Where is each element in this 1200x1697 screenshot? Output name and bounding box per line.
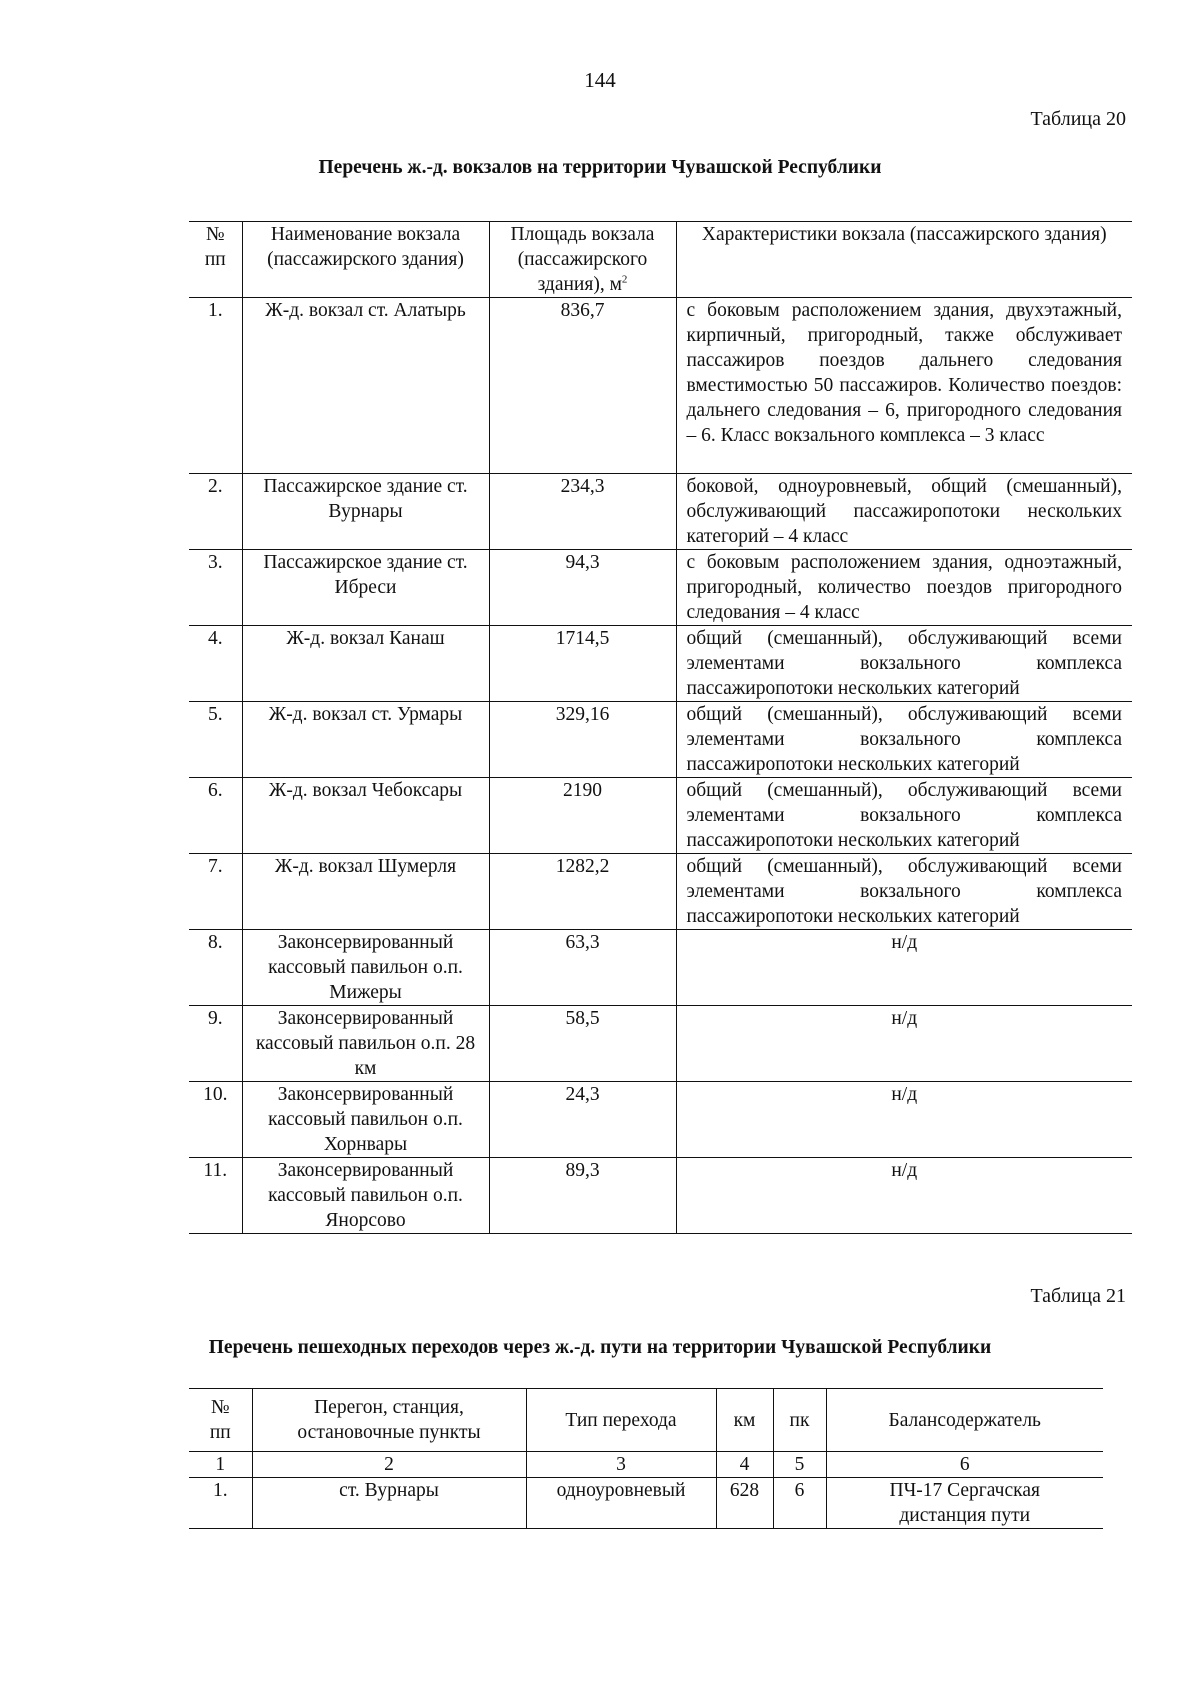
cell-area: 89,3 xyxy=(489,1158,676,1234)
page-number: 144 xyxy=(584,68,616,92)
header-desc: Характеристики вокзала (пассажирского здания) xyxy=(676,222,1132,298)
cell-name: Пассажирское здание ст. Ибреси xyxy=(242,550,489,626)
cell-name: Ж-д. вокзал Чебоксары xyxy=(242,778,489,854)
table-header-row xyxy=(189,222,1132,298)
table-row xyxy=(189,298,1132,474)
cell-name: Ж-д. вокзал Шумерля xyxy=(242,854,489,930)
column-number: 3 xyxy=(526,1452,716,1478)
cell-desc: общий (смешанный), обслуживающий всеми элементами вокзального комплекса пассажиропотоки нескольких категорий xyxy=(676,626,1132,702)
cell-desc: общий (смешанный), обслуживающий всеми элементами вокзального комплекса пассажиропотоки нескольких категорий xyxy=(676,778,1132,854)
header-num: № пп xyxy=(189,1389,252,1452)
header-pk: пк xyxy=(773,1389,826,1452)
cell-desc: с боковым расположением здания, двухэтажный, кирпичный, пригородный, также обслуживает пассажиров поездов дальнего следования вместимостью 50 пассажиров. Количество поездов: дальнего следования – 6, пригородного следования – 6. Класс вокзального комплекса – 3 класс xyxy=(676,298,1132,474)
cell-name: Законсервированный кассовый павильон о.п. 28 км xyxy=(242,1006,489,1082)
cell-holder: ПЧ-17 Сергачская дистанция пути xyxy=(826,1478,1103,1529)
cell-num: 3. xyxy=(189,550,242,626)
cell-area: 234,3 xyxy=(489,474,676,550)
cell-desc: н/д xyxy=(676,1006,1132,1082)
column-number: 6 xyxy=(826,1452,1103,1478)
table-20-title: Перечень ж.-д. вокзалов на территории Чувашской Республики xyxy=(318,157,882,178)
cell-num: 7. xyxy=(189,854,242,930)
cell-area: 94,3 xyxy=(489,550,676,626)
cell-num: 6. xyxy=(189,778,242,854)
table-row xyxy=(189,550,1132,626)
header-area: Площадь вокзала (пассажирского здания), $м^2$ xyxy=(489,222,676,298)
cell-area: 63,3 xyxy=(489,930,676,1006)
header-holder: Балансодержатель xyxy=(826,1389,1103,1452)
table-21-title: Перечень пешеходных переходов через ж.-д. пути на территории Чувашской Республики xyxy=(208,1337,992,1358)
header-km: км xyxy=(716,1389,773,1452)
cell-area: 836,7 xyxy=(489,298,676,474)
column-numbers-row xyxy=(189,1452,1103,1478)
header-section: Перегон, станция, остановочные пункты xyxy=(252,1389,526,1452)
cell-name: Законсервированный кассовый павильон о.п. Хорнвары xyxy=(242,1082,489,1158)
cell-name: Ж-д. вокзал Канаш xyxy=(242,626,489,702)
cell-name: Ж-д. вокзал ст. Алатырь xyxy=(242,298,489,474)
table-row xyxy=(189,1006,1132,1082)
cell-desc: н/д xyxy=(676,1082,1132,1158)
cell-num: 9. xyxy=(189,1006,242,1082)
cell-name: Ж-д. вокзал ст. Урмары xyxy=(242,702,489,778)
cell-num: 5. xyxy=(189,702,242,778)
cell-num: 2. xyxy=(189,474,242,550)
column-number: 5 xyxy=(773,1452,826,1478)
table-row xyxy=(189,854,1132,930)
cell-desc: н/д xyxy=(676,1158,1132,1234)
column-number: 2 xyxy=(252,1452,526,1478)
cell-km: 628 xyxy=(716,1478,773,1529)
column-number: 4 xyxy=(716,1452,773,1478)
crossings-table xyxy=(189,1388,1103,1529)
table-row xyxy=(189,626,1132,702)
cell-name: Законсервированный кассовый павильон о.п. Янорсово xyxy=(242,1158,489,1234)
table-row xyxy=(189,702,1132,778)
cell-num: 1. xyxy=(189,298,242,474)
cell-num: 4. xyxy=(189,626,242,702)
cell-section: ст. Вурнары xyxy=(252,1478,526,1529)
cell-name: Законсервированный кассовый павильон о.п. Мижеры xyxy=(242,930,489,1006)
cell-num: 8. xyxy=(189,930,242,1006)
cell-area: 1714,5 xyxy=(489,626,676,702)
table-row xyxy=(189,778,1132,854)
cell-area: 1282,2 xyxy=(489,854,676,930)
cell-desc: общий (смешанный), обслуживающий всеми элементами вокзального комплекса пассажиропотоки нескольких категорий xyxy=(676,854,1132,930)
cell-desc: общий (смешанный), обслуживающий всеми элементами вокзального комплекса пассажиропотоки нескольких категорий xyxy=(676,702,1132,778)
cell-type: одноуровневый xyxy=(526,1478,716,1529)
cell-desc: с боковым расположением здания, одноэтажный, пригородный, количество поездов пригородного следования – 4 класс xyxy=(676,550,1132,626)
table-row xyxy=(189,1082,1132,1158)
cell-area: 24,3 xyxy=(489,1082,676,1158)
table-row xyxy=(189,930,1132,1006)
cell-name: Пассажирское здание ст. Вурнары xyxy=(242,474,489,550)
cell-area: 2190 xyxy=(489,778,676,854)
table-header-row xyxy=(189,1389,1103,1452)
table-21-label: Таблица 21 xyxy=(1030,1285,1126,1307)
cell-desc: н/д xyxy=(676,930,1132,1006)
header-num: № пп xyxy=(189,222,242,298)
cell-num: 10. xyxy=(189,1082,242,1158)
cell-area: 329,16 xyxy=(489,702,676,778)
stations-table xyxy=(189,221,1132,1234)
table-20-label: Таблица 20 xyxy=(1030,108,1126,130)
cell-num: 11. xyxy=(189,1158,242,1234)
column-number: 1 xyxy=(189,1452,252,1478)
header-type: Тип перехода xyxy=(526,1389,716,1452)
table-row xyxy=(189,1478,1103,1529)
cell-desc: боковой, одноуровневый, общий (смешанный), обслуживающий пассажиропотоки нескольких категорий – 4 класс xyxy=(676,474,1132,550)
cell-pk: 6 xyxy=(773,1478,826,1529)
header-name: Наименование вокзала (пассажирского здания) xyxy=(242,222,489,298)
table-row xyxy=(189,474,1132,550)
cell-num: 1. xyxy=(189,1478,252,1529)
table-row xyxy=(189,1158,1132,1234)
cell-area: 58,5 xyxy=(489,1006,676,1082)
